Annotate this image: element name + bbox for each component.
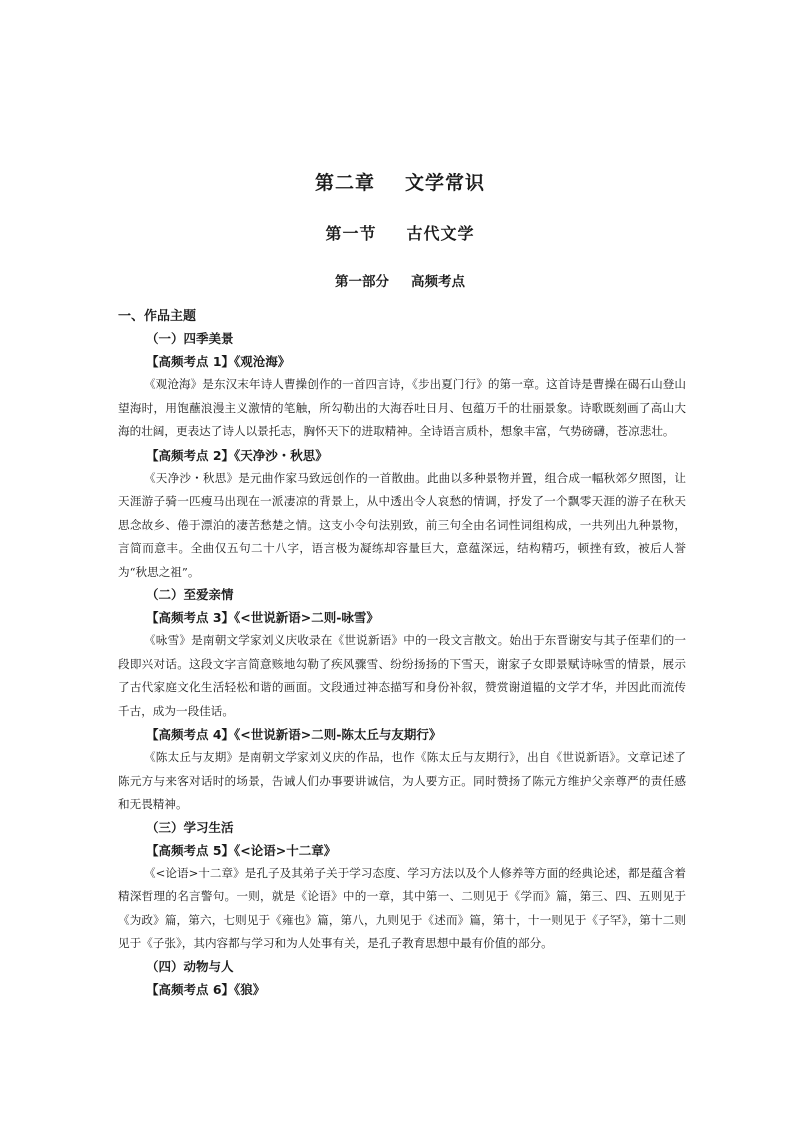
group-animals — [118, 956, 686, 1001]
section-title — [0, 221, 800, 244]
keypoint-title: 【高频考点 6】《狼》 — [146, 981, 266, 997]
keypoint-text: 《天净沙・秋思》是元曲作家马致远创作的一首散曲。此曲以多种景物并置，组合成一幅秋郊夕照图，让天涯游子骑一匹瘦马出现在一派凄凉的背景上，从中透出令人哀愁的情调，抒发了一个飘零天涯的游子在秋天思念故乡、倦于漂泊的凄苦愁楚之情。这支小令句法别致，前三句全由名词性词组构成，一共列出九种景物，言简而意丰。全曲仅五句二十八字，语言极为凝练却容量巨大，意蕴深远，结构精巧，顿挫有致，被后人誉为“秋思之祖”。 — [118, 470, 686, 579]
keypoint-title: 【高频考点 4】《<世说新语>二则-陈太丘与友期行》 — [146, 727, 442, 742]
keypoint-text: 《观沧海》是东汉末年诗人曹操创作的一首四言诗，《步出夏门行》的第一章。这首诗是曹操在碣石山登山望海时，用饱蘸浪漫主义激情的笔触，所勾勒出的大海吞吐日月、包蕴万千的壮丽景象。诗歌既刻画了高山大海的壮阔，更表达了诗人以景托志，胸怀天下的进取精神。全诗语言质朴，想象丰富，气势磅礴，苍凉悲壮。 — [118, 377, 686, 438]
keypoint-title: 【高频考点 3】《<世说新语>二则-咏雪》 — [146, 610, 379, 625]
part-name: 高频考点 — [411, 274, 465, 290]
chapter-title — [0, 168, 800, 195]
section-number: 第一节 — [325, 224, 377, 243]
keypoint-title: 【高频考点 2】《天净沙・秋思》 — [146, 447, 328, 463]
group-study — [118, 817, 686, 956]
subheading: （一）四季美景 — [146, 331, 234, 346]
chapter-name: 文学常识 — [405, 172, 486, 194]
keypoint-text: 《<论语>十二章》是孔子及其弟子关于学习态度、学习方法以及个人修养等方面的经典论述，都是蕴含着精深哲理的名言警句。一则，就是《论语》中的一章，其中第一、二则见于《学而》篇，第三、四、五则见于《为政》篇，第六，七则见于《雍也》篇，第八，九则见于《述而》篇，第十，十一则见于《子罕》，第十二则见于《子张》，其内容都与学习和为人处事有关，是孔子教育思想中最有价值的部分。 — [118, 865, 686, 950]
keypoint-text: 《陈太丘与友期》是南朝文学家刘义庆的作品，也作《陈太丘与友期行》，出自《世说新语》。文章记述了陈元方与来客对话时的场景，告诫人们办事要讲诚信，为人要方正。同时赞扬了陈元方维护父亲尊严的责任感和无畏精神。 — [118, 750, 686, 811]
keypoint-title: 【高频考点 5】《<论语>十二章》 — [146, 842, 337, 858]
subheading: （二）至爱亲情 — [146, 587, 234, 602]
subheading: （三）学习生活 — [146, 819, 234, 835]
chapter-number: 第二章 — [314, 172, 375, 194]
section-name: 古代文学 — [406, 224, 475, 243]
part-title — [0, 270, 800, 290]
heading-works-theme: 一、作品主题 — [118, 309, 197, 324]
group-family — [118, 584, 686, 817]
part-number: 第一部分 — [335, 274, 389, 290]
subheading: （四）动物与人 — [146, 958, 234, 974]
group-seasons — [118, 328, 686, 584]
main-content — [118, 306, 686, 1001]
keypoint-title: 【高频考点 1】《观沧海》 — [146, 354, 291, 369]
keypoint-text: 《咏雪》是南朝文学家刘义庆收录在《世说新语》中的一段文言散文。始出于东晋谢安与其子侄辈们的一段即兴对话。这段文字言简意赅地勾勒了疾风骤雪、纷纷扬扬的下雪天，谢家子女即景赋诗咏雪的情景，展示了古代家庭文化生活轻松和谐的画面。文段通过神态描写和身份补叙，赞赏谢道韫的文学才华，并因此而流传千古，成为一段佳话。 — [118, 633, 686, 718]
